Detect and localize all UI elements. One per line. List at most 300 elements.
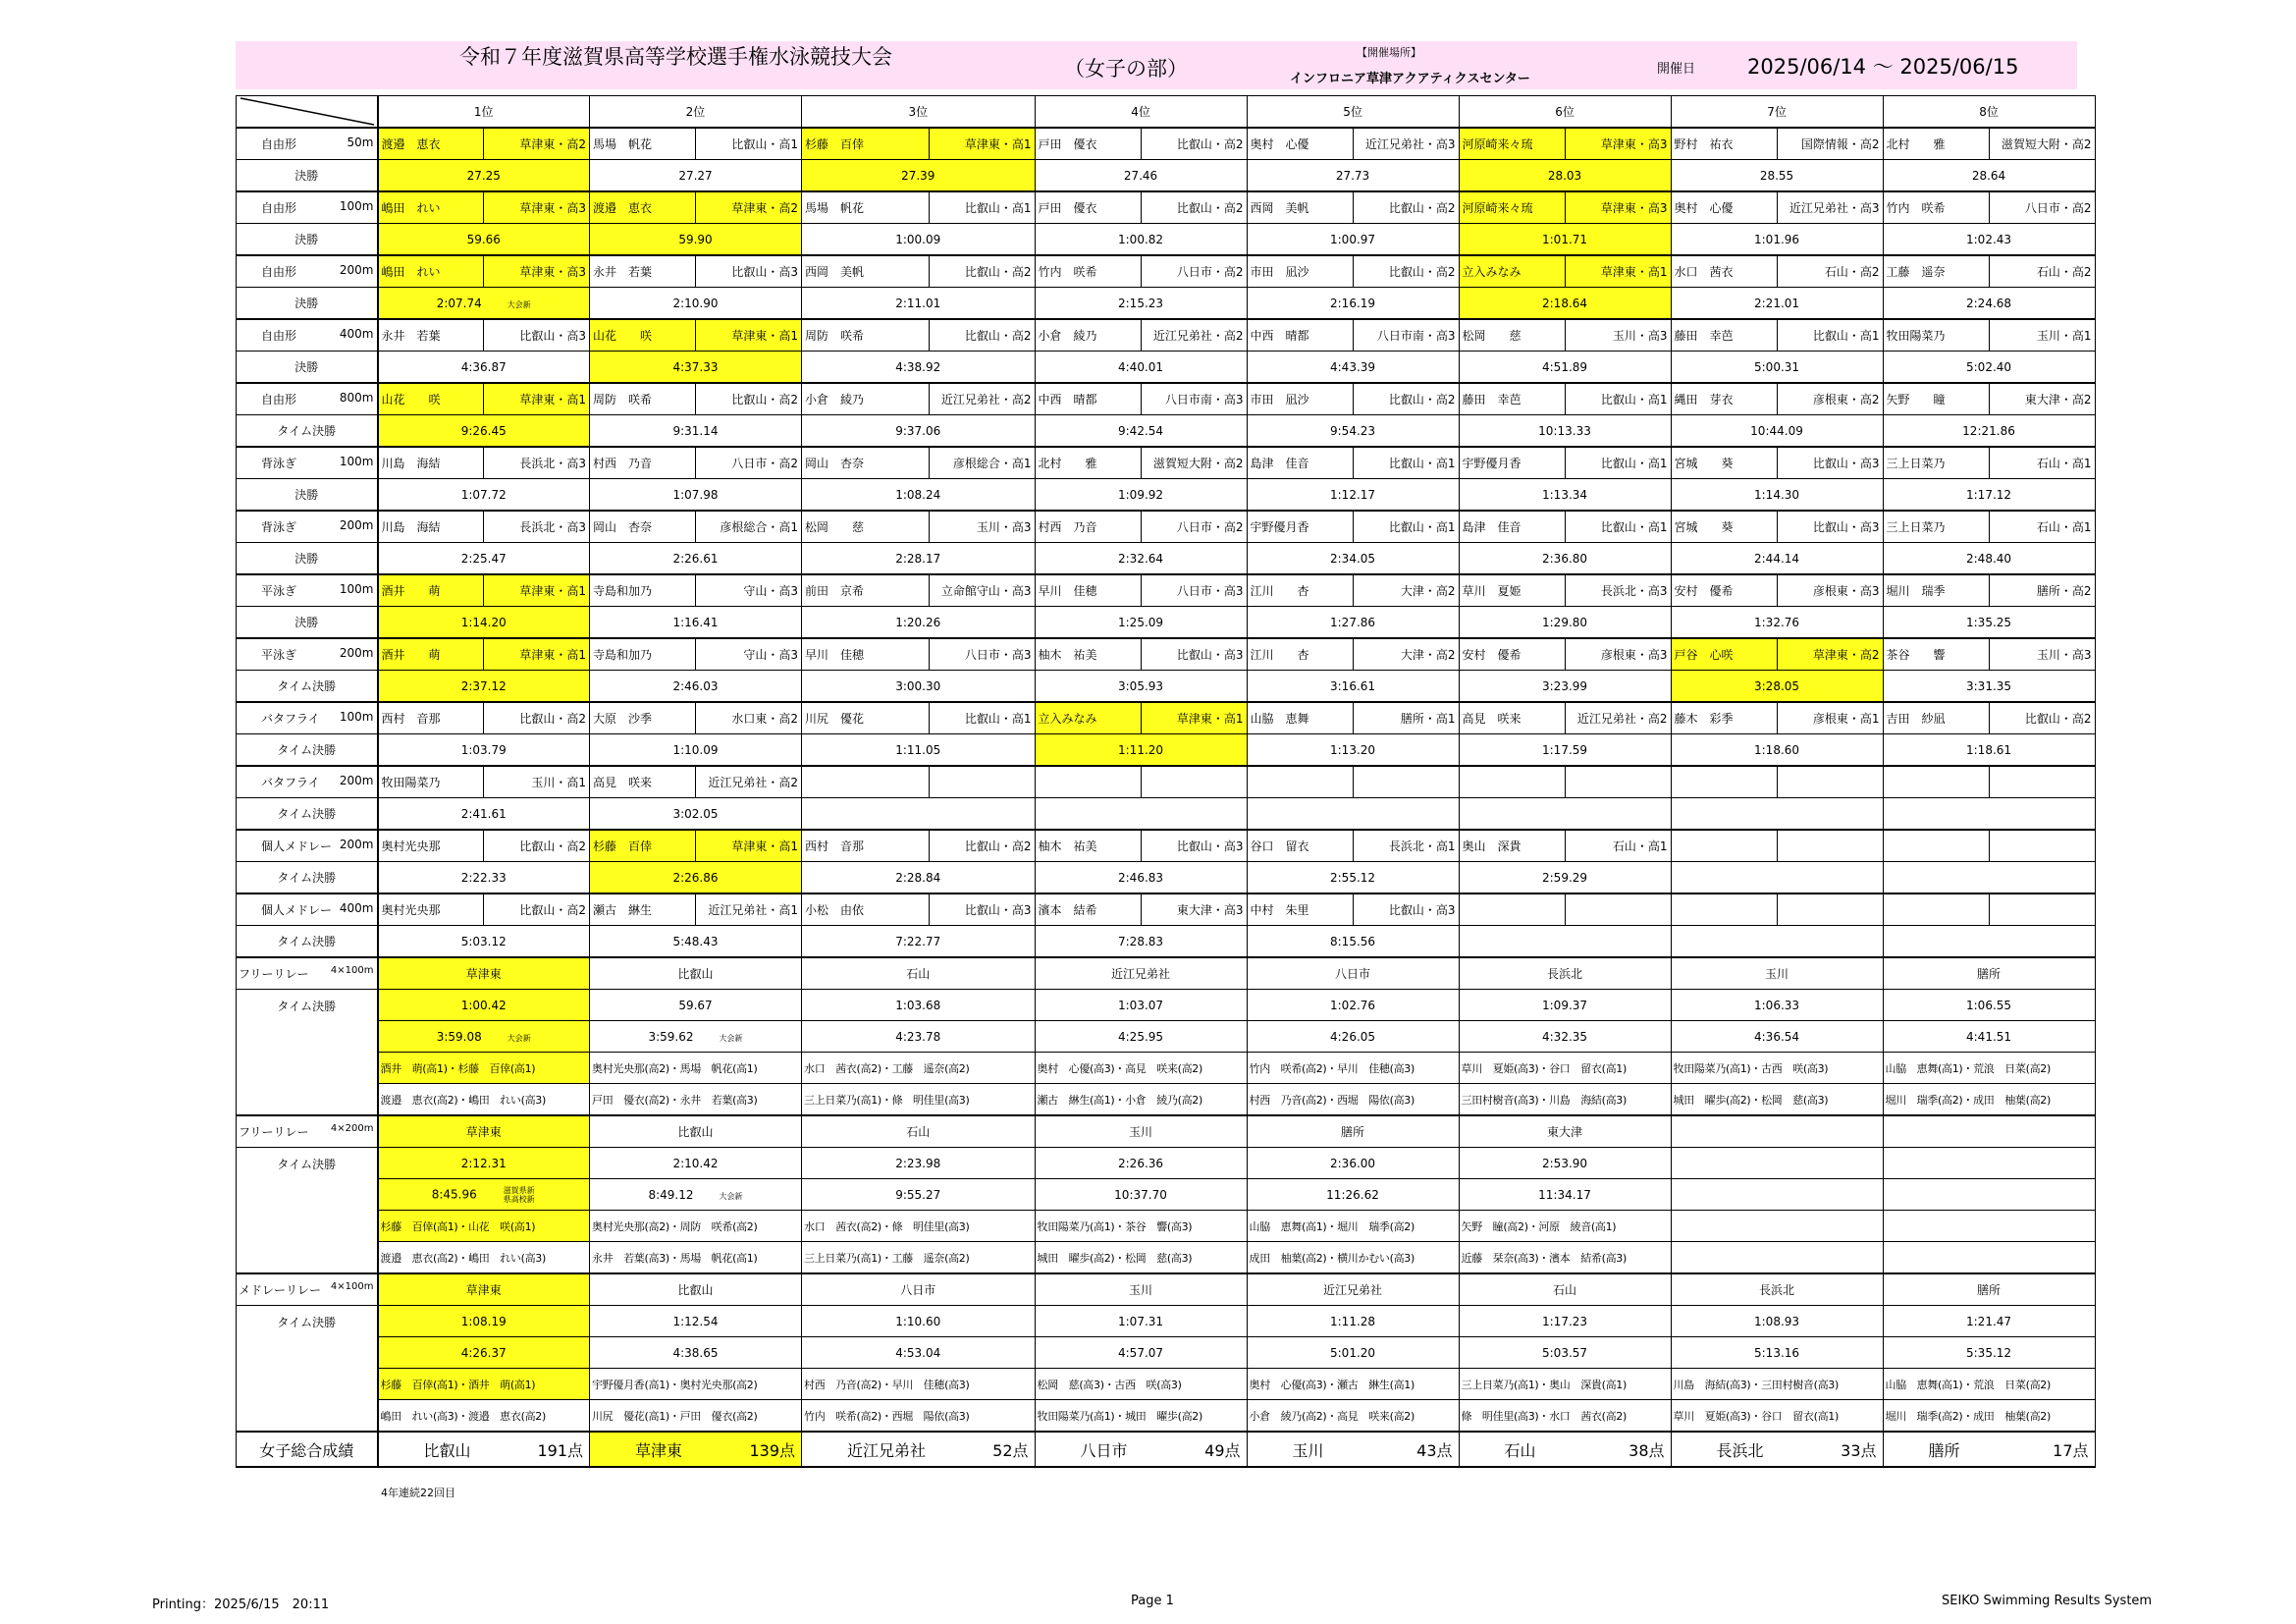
relay-final-time xyxy=(1671,1179,1883,1211)
result-time xyxy=(590,160,802,192)
time-value: 2:44.14 xyxy=(1754,551,1800,566)
time-value: 2:10.90 xyxy=(672,296,719,310)
time-value: 3:23.99 xyxy=(1542,678,1588,693)
totals-row xyxy=(237,1432,2096,1467)
event-distance: 400m xyxy=(339,327,374,341)
swimmer-school xyxy=(1989,830,2095,862)
total-points: 49点 xyxy=(1141,1432,1247,1467)
swimmer-school: 比叡山・高2 xyxy=(929,830,1035,862)
relay-row xyxy=(237,1400,2096,1433)
swimmer-school: 守山・高3 xyxy=(696,574,802,607)
event-time-row xyxy=(237,671,2096,703)
results-table xyxy=(236,95,2096,1468)
time-value: 1:12.17 xyxy=(1330,487,1376,502)
swimmer-name: 河原崎来々琉 xyxy=(1459,128,1565,160)
swimmer-school: 八日市・高2 xyxy=(1141,511,1247,543)
relay-members-2: 堀川 瑞季(高2)・成田 柚葉(高2) xyxy=(1883,1400,2095,1433)
swimmer-name: 村西 乃音 xyxy=(1035,511,1141,543)
event-row xyxy=(237,893,2096,926)
venue-name: インフロニア草津アクアティクスセンター xyxy=(1290,72,1530,86)
date-range: 2025/06/14 ～ 2025/06/15 xyxy=(1747,55,2019,79)
relay-row xyxy=(237,1273,2096,1306)
event-distance: 200m xyxy=(339,646,374,660)
event-time-row xyxy=(237,798,2096,831)
swimmer-name: 島津 佳音 xyxy=(1459,511,1565,543)
event-distance: 100m xyxy=(339,710,374,724)
relay-name: フリーリレー xyxy=(239,967,309,981)
result-time xyxy=(590,543,802,575)
relay-row xyxy=(237,1179,2096,1211)
event-distance: 100m xyxy=(339,199,374,213)
swimmer-name: 奥村 心優 xyxy=(1247,128,1353,160)
time-value: 28.55 xyxy=(1759,168,1794,183)
relay-team: 比叡山 xyxy=(590,1115,802,1148)
relay-final-time xyxy=(1035,1179,1247,1211)
swimmer-name: 瀬古 綝生 xyxy=(590,893,696,926)
time-value: 2:34.05 xyxy=(1330,551,1376,566)
swimmer-school: 草津東・高1 xyxy=(484,638,590,671)
swimmer-school: 水口東・高2 xyxy=(696,702,802,734)
relay-split-time: 1:08.93 xyxy=(1671,1306,1883,1337)
result-time xyxy=(1247,671,1459,703)
time-value: 11:26.62 xyxy=(1326,1187,1379,1202)
swimmer-name: 三上日菜乃 xyxy=(1883,511,1989,543)
relay-row xyxy=(237,1242,2096,1274)
swimmer-name: 柚木 祐美 xyxy=(1035,638,1141,671)
swimmer-name: 工藤 遥奈 xyxy=(1883,255,1989,288)
swimmer-school xyxy=(1777,893,1883,926)
swimmer-name: 前田 京希 xyxy=(802,574,930,607)
swimmer-school: 草津東・高2 xyxy=(484,128,590,160)
relay-row xyxy=(237,1306,2096,1337)
relay-final-time xyxy=(1247,1021,1459,1053)
swimmer-school: 比叡山・高2 xyxy=(1989,702,2095,734)
result-time xyxy=(802,479,1036,512)
relay-round: タイム決勝 xyxy=(237,1148,378,1274)
venue-label: 【開催場所】 xyxy=(1357,46,1421,59)
swimmer-name: 水口 茜衣 xyxy=(1671,255,1777,288)
time-value: 1:32.76 xyxy=(1754,615,1800,629)
total-points: 43点 xyxy=(1353,1432,1459,1467)
swimmer-school: 八日市南・高3 xyxy=(1353,319,1459,352)
relay-split-time: 1:00.42 xyxy=(378,990,590,1021)
relay-split-time: 1:07.31 xyxy=(1035,1306,1247,1337)
result-time xyxy=(1671,288,1883,320)
time-value: 9:31.14 xyxy=(672,423,719,438)
total-team: 長浜北 xyxy=(1671,1432,1777,1467)
time-value: 8:49.12 xyxy=(648,1187,694,1202)
relay-team: 石山 xyxy=(1459,1273,1671,1306)
swimmer-name: 川尻 優花 xyxy=(802,702,930,734)
swimmer-name xyxy=(1035,766,1141,798)
total-note: 4年連続22回目 xyxy=(381,1487,455,1499)
event-name-cell xyxy=(237,447,378,479)
swimmer-school: 比叡山・高2 xyxy=(1353,191,1459,224)
result-time xyxy=(590,352,802,384)
result-time xyxy=(590,671,802,703)
result-time xyxy=(378,479,590,512)
result-time xyxy=(1035,415,1247,448)
swimmer-name: 縄田 芽衣 xyxy=(1671,383,1777,415)
swimmer-name xyxy=(1883,766,1989,798)
relay-members-1: 松岡 慈(高3)・古西 咲(高3) xyxy=(1035,1369,1247,1400)
time-value: 9:26.45 xyxy=(460,423,507,438)
swimmer-name: 杉藤 百倖 xyxy=(802,128,930,160)
swimmer-name: 藤木 彩季 xyxy=(1671,702,1777,734)
swimmer-name: 宇野優月香 xyxy=(1247,511,1353,543)
result-time xyxy=(1247,479,1459,512)
relay-split-time: 1:11.28 xyxy=(1247,1306,1459,1337)
relay-row xyxy=(237,1369,2096,1400)
time-value: 1:27.86 xyxy=(1330,615,1376,629)
time-value: 4:53.04 xyxy=(895,1345,941,1360)
swimmer-name xyxy=(1247,766,1353,798)
relay-members-2: 條 明佳里(高3)・水口 茜衣(高2) xyxy=(1459,1400,1671,1433)
time-value: 28.03 xyxy=(1547,168,1582,183)
swimmer-school: 比叡山・高1 xyxy=(1565,383,1671,415)
result-time xyxy=(590,926,802,958)
result-time xyxy=(1671,160,1883,192)
event-name-cell xyxy=(237,255,378,288)
swimmer-name: 中西 晴都 xyxy=(1247,319,1353,352)
result-time xyxy=(1035,543,1247,575)
header-row xyxy=(237,96,2096,129)
relay-distance: 4×100m xyxy=(330,1281,374,1292)
swimmer-school: 東大津・高3 xyxy=(1141,893,1247,926)
relay-members-2: 三田村樹音(高3)・川島 海結(高3) xyxy=(1459,1084,1671,1116)
swimmer-school: 玉川・高1 xyxy=(484,766,590,798)
time-value: 4:38.92 xyxy=(895,359,941,374)
result-time xyxy=(590,479,802,512)
swimmer-name: 小倉 綾乃 xyxy=(1035,319,1141,352)
relay-members-1: 水口 茜衣(高2)・條 明佳里(高3) xyxy=(802,1211,1036,1242)
swimmer-name: 宮城 葵 xyxy=(1671,447,1777,479)
total-points: 191点 xyxy=(484,1432,590,1467)
result-time xyxy=(1883,607,2095,639)
relay-split-time: 1:03.07 xyxy=(1035,990,1247,1021)
time-value: 2:46.83 xyxy=(1118,870,1164,885)
event-name-cell xyxy=(237,574,378,607)
result-time xyxy=(590,288,802,320)
swimmer-name xyxy=(1671,893,1777,926)
time-value: 1:16.41 xyxy=(672,615,719,629)
swimmer-school: 比叡山・高3 xyxy=(1141,638,1247,671)
time-value: 4:40.01 xyxy=(1118,359,1164,374)
rank-header: 3位 xyxy=(802,96,1036,129)
swimmer-school xyxy=(1141,766,1247,798)
result-time xyxy=(590,734,802,767)
event-row xyxy=(237,638,2096,671)
swimmer-school: 東大津・高2 xyxy=(1989,383,2095,415)
relay-members-1: 奥村光央那(高2)・馬場 帆花(高1) xyxy=(590,1053,802,1084)
relay-members-2: 渡邉 恵衣(高2)・嶋田 れい(高3) xyxy=(378,1084,590,1116)
swimmer-school: 玉川・高3 xyxy=(929,511,1035,543)
relay-members-2: 竹内 咲希(高2)・西堀 陽依(高3) xyxy=(802,1400,1036,1433)
time-value: 2:59.29 xyxy=(1542,870,1588,885)
time-value: 2:46.03 xyxy=(672,678,719,693)
swimmer-name: 小松 由依 xyxy=(802,893,930,926)
relay-final-time xyxy=(1459,1021,1671,1053)
time-value: 4:37.33 xyxy=(672,359,719,374)
swimmer-school: 比叡山・高3 xyxy=(1777,511,1883,543)
relay-final-time xyxy=(1883,1021,2095,1053)
swimmer-name: 馬場 帆花 xyxy=(802,191,930,224)
event-name: 自由形 xyxy=(261,393,297,406)
swimmer-school: 近江兄弟社・高2 xyxy=(1565,702,1671,734)
result-time xyxy=(1247,862,1459,894)
time-value: 5:03.57 xyxy=(1542,1345,1588,1360)
relay-row xyxy=(237,1337,2096,1369)
time-value: 2:18.64 xyxy=(1542,296,1588,310)
time-value: 4:26.05 xyxy=(1330,1029,1376,1044)
event-time-row xyxy=(237,734,2096,767)
time-value: 1:17.12 xyxy=(1966,487,2012,502)
result-time xyxy=(378,926,590,958)
relay-split-time: 1:17.23 xyxy=(1459,1306,1671,1337)
swimmer-name: 永井 若葉 xyxy=(590,255,696,288)
result-time xyxy=(1883,479,2095,512)
relay-members-2: 嶋田 れい(高3)・渡邉 恵衣(高2) xyxy=(378,1400,590,1433)
relay-team: 膳所 xyxy=(1247,1115,1459,1148)
result-time xyxy=(1459,479,1671,512)
swimmer-name: 中村 朱里 xyxy=(1247,893,1353,926)
event-round: 決勝 xyxy=(237,607,378,639)
swimmer-school: 玉川・高3 xyxy=(1565,319,1671,352)
result-time xyxy=(1247,288,1459,320)
time-value: 2:26.86 xyxy=(672,870,719,885)
event-name: 背泳ぎ xyxy=(261,520,297,534)
time-value: 7:28.83 xyxy=(1118,934,1164,948)
relay-round: タイム決勝 xyxy=(237,990,378,1116)
swimmer-name: 柚木 祐美 xyxy=(1035,830,1141,862)
event-name: 個人メドレー xyxy=(261,839,333,853)
result-time xyxy=(1035,352,1247,384)
relay-members-1: 山脇 恵舞(高1)・荒浪 日菜(高2) xyxy=(1883,1369,2095,1400)
swimmer-school: 彦根総合・高1 xyxy=(696,511,802,543)
swimmer-school: 比叡山・高2 xyxy=(484,702,590,734)
time-value: 5:03.12 xyxy=(460,934,507,948)
relay-final-time xyxy=(1671,1021,1883,1053)
time-value: 4:23.78 xyxy=(895,1029,941,1044)
time-value: 9:42.54 xyxy=(1118,423,1164,438)
result-time xyxy=(1671,415,1883,448)
result-time xyxy=(802,352,1036,384)
event-name-cell xyxy=(237,511,378,543)
event-time-row xyxy=(237,543,2096,575)
time-value: 1:17.59 xyxy=(1542,742,1588,757)
time-value: 1:10.09 xyxy=(672,742,719,757)
event-name-cell xyxy=(237,191,378,224)
rank-header: 1位 xyxy=(378,96,590,129)
event-round: タイム決勝 xyxy=(237,671,378,703)
time-value: 3:02.05 xyxy=(672,806,719,821)
relay-team: 八日市 xyxy=(1247,957,1459,990)
result-time xyxy=(1883,352,2095,384)
total-team: 比叡山 xyxy=(378,1432,484,1467)
result-time xyxy=(802,160,1036,192)
swimmer-school: 草津東・高1 xyxy=(696,830,802,862)
swimmer-name: 戸谷 心咲 xyxy=(1671,638,1777,671)
result-time xyxy=(1247,543,1459,575)
time-value: 3:31.35 xyxy=(1966,678,2012,693)
time-value: 4:43.39 xyxy=(1330,359,1376,374)
relay-final-time xyxy=(590,1179,802,1211)
result-time xyxy=(802,224,1036,256)
time-value: 2:28.17 xyxy=(895,551,941,566)
swimmer-school: 長浜北・高3 xyxy=(1565,574,1671,607)
result-time xyxy=(1883,160,2095,192)
swimmer-name: 早川 佳穂 xyxy=(802,638,930,671)
relay-members-2: 永井 若葉(高3)・馬場 帆花(高1) xyxy=(590,1242,802,1274)
event-row xyxy=(237,383,2096,415)
relay-row xyxy=(237,1084,2096,1116)
result-time xyxy=(1459,862,1671,894)
swimmer-name: 中西 晴都 xyxy=(1035,383,1141,415)
event-distance: 800m xyxy=(339,391,374,405)
result-time xyxy=(802,862,1036,894)
result-time xyxy=(1035,607,1247,639)
result-time xyxy=(1671,926,1883,958)
relay-team: 膳所 xyxy=(1883,1273,2095,1306)
swimmer-school: 草津東・高1 xyxy=(929,128,1035,160)
relay-members-1: 宇野優月香(高1)・奥村光央那(高2) xyxy=(590,1369,802,1400)
relay-final-time xyxy=(378,1179,590,1211)
swimmer-school: 長浜北・高3 xyxy=(484,511,590,543)
result-time xyxy=(378,415,590,448)
relay-final-time xyxy=(590,1337,802,1369)
event-distance: 200m xyxy=(339,263,374,277)
time-value: 4:25.95 xyxy=(1118,1029,1164,1044)
swimmer-school: 彦根東・高3 xyxy=(1565,638,1671,671)
event-row xyxy=(237,574,2096,607)
swimmer-name: 草川 夏姫 xyxy=(1459,574,1565,607)
swimmer-school: 草津東・高1 xyxy=(696,319,802,352)
event-round: 決勝 xyxy=(237,352,378,384)
relay-row xyxy=(237,1053,2096,1084)
time-value: 4:41.51 xyxy=(1966,1029,2012,1044)
swimmer-school xyxy=(1989,766,2095,798)
time-value: 27.73 xyxy=(1335,168,1370,183)
relay-team: 草津東 xyxy=(378,957,590,990)
swimmer-school: 比叡山・高2 xyxy=(929,319,1035,352)
relay-row xyxy=(237,990,2096,1021)
relay-split-time: 2:12.31 xyxy=(378,1148,590,1179)
time-value: 2:28.84 xyxy=(895,870,941,885)
swimmer-name xyxy=(1459,893,1565,926)
result-time xyxy=(802,415,1036,448)
swimmer-school: 比叡山・高3 xyxy=(1777,447,1883,479)
time-value: 1:11.05 xyxy=(895,742,941,757)
swimmer-school: 比叡山・高3 xyxy=(696,255,802,288)
result-time xyxy=(1883,543,2095,575)
event-round: 決勝 xyxy=(237,543,378,575)
swimmer-school: 比叡山・高2 xyxy=(484,893,590,926)
swimmer-name: 河原崎来々琉 xyxy=(1459,191,1565,224)
result-time xyxy=(1247,160,1459,192)
record-mark: 大会新 xyxy=(719,1033,743,1043)
relay-split-time: 2:10.42 xyxy=(590,1148,802,1179)
relay-team: 玉川 xyxy=(1035,1115,1247,1148)
swimmer-name: 宮城 葵 xyxy=(1671,511,1777,543)
relay-team: 草津東 xyxy=(378,1115,590,1148)
relay-name: メドレーリレー xyxy=(239,1283,322,1297)
swimmer-school: 近江兄弟社・高2 xyxy=(1141,319,1247,352)
event-row xyxy=(237,128,2096,160)
relay-members-2 xyxy=(1671,1242,1883,1274)
relay-team: 長浜北 xyxy=(1671,1273,1883,1306)
swimmer-name: 市田 凪沙 xyxy=(1247,255,1353,288)
relay-split-time: 1:06.33 xyxy=(1671,990,1883,1021)
relay-split-time: 1:02.76 xyxy=(1247,990,1459,1021)
time-value: 3:05.93 xyxy=(1118,678,1164,693)
event-name-cell xyxy=(237,319,378,352)
relay-name-cell xyxy=(237,957,378,990)
swimmer-name xyxy=(1459,766,1565,798)
swimmer-school: 比叡山・高2 xyxy=(1353,255,1459,288)
swimmer-name: 矢野 瞳 xyxy=(1883,383,1989,415)
event-time-row xyxy=(237,479,2096,512)
relay-final-time xyxy=(802,1179,1036,1211)
swimmer-name: 安村 優希 xyxy=(1459,638,1565,671)
relay-members-1: 山脇 恵舞(高1)・堀川 瑞季(高2) xyxy=(1247,1211,1459,1242)
swimmer-school: 八日市・高3 xyxy=(929,638,1035,671)
relay-members-2: 三上日菜乃(高1)・條 明佳里(高3) xyxy=(802,1084,1036,1116)
swimmer-school: 滋賀短大附・高2 xyxy=(1989,128,2095,160)
date-label: 開催日 xyxy=(1657,62,1696,77)
time-value: 10:44.09 xyxy=(1750,423,1803,438)
result-time xyxy=(1035,734,1247,767)
relay-name-cell xyxy=(237,1115,378,1148)
event-name: 自由形 xyxy=(261,137,297,151)
result-time xyxy=(1247,607,1459,639)
time-value: 1:00.09 xyxy=(895,232,941,246)
relay-row xyxy=(237,1115,2096,1148)
swimmer-school xyxy=(1989,893,2095,926)
result-time xyxy=(802,607,1036,639)
swimmer-school: 八日市南・高3 xyxy=(1141,383,1247,415)
footer-page-number: Page 1 xyxy=(1131,1594,1174,1608)
result-time xyxy=(1459,543,1671,575)
swimmer-school: 比叡山・高2 xyxy=(696,383,802,415)
event-round: タイム決勝 xyxy=(237,734,378,767)
event-row xyxy=(237,511,2096,543)
event-time-row xyxy=(237,607,2096,639)
time-value: 10:37.70 xyxy=(1114,1187,1167,1202)
relay-team: 玉川 xyxy=(1671,957,1883,990)
relay-team: 八日市 xyxy=(802,1273,1036,1306)
time-value: 1:14.30 xyxy=(1754,487,1800,502)
relay-members-1: 牧田陽菜乃(高1)・古西 咲(高3) xyxy=(1671,1053,1883,1084)
relay-split-time: 1:10.60 xyxy=(802,1306,1036,1337)
time-value: 1:03.79 xyxy=(460,742,507,757)
swimmer-name: 村西 乃音 xyxy=(590,447,696,479)
swimmer-name: 山花 咲 xyxy=(378,383,484,415)
relay-final-time xyxy=(1247,1337,1459,1369)
swimmer-school: 草津東・高1 xyxy=(484,383,590,415)
swimmer-name: 藤田 幸芭 xyxy=(1671,319,1777,352)
time-value: 28.64 xyxy=(1971,168,2006,183)
swimmer-name: 川島 海結 xyxy=(378,447,484,479)
swimmer-name: 安村 優希 xyxy=(1671,574,1777,607)
time-value: 2:41.61 xyxy=(460,806,507,821)
result-time xyxy=(1459,352,1671,384)
swimmer-school: 八日市・高3 xyxy=(1141,574,1247,607)
swimmer-school: 草津東・高1 xyxy=(1141,702,1247,734)
swimmer-school: 比叡山・高1 xyxy=(1353,511,1459,543)
time-value: 1:35.25 xyxy=(1966,615,2012,629)
relay-members-1: 奥村光央那(高2)・周防 咲希(高2) xyxy=(590,1211,802,1242)
relay-split-time: 2:26.36 xyxy=(1035,1148,1247,1179)
